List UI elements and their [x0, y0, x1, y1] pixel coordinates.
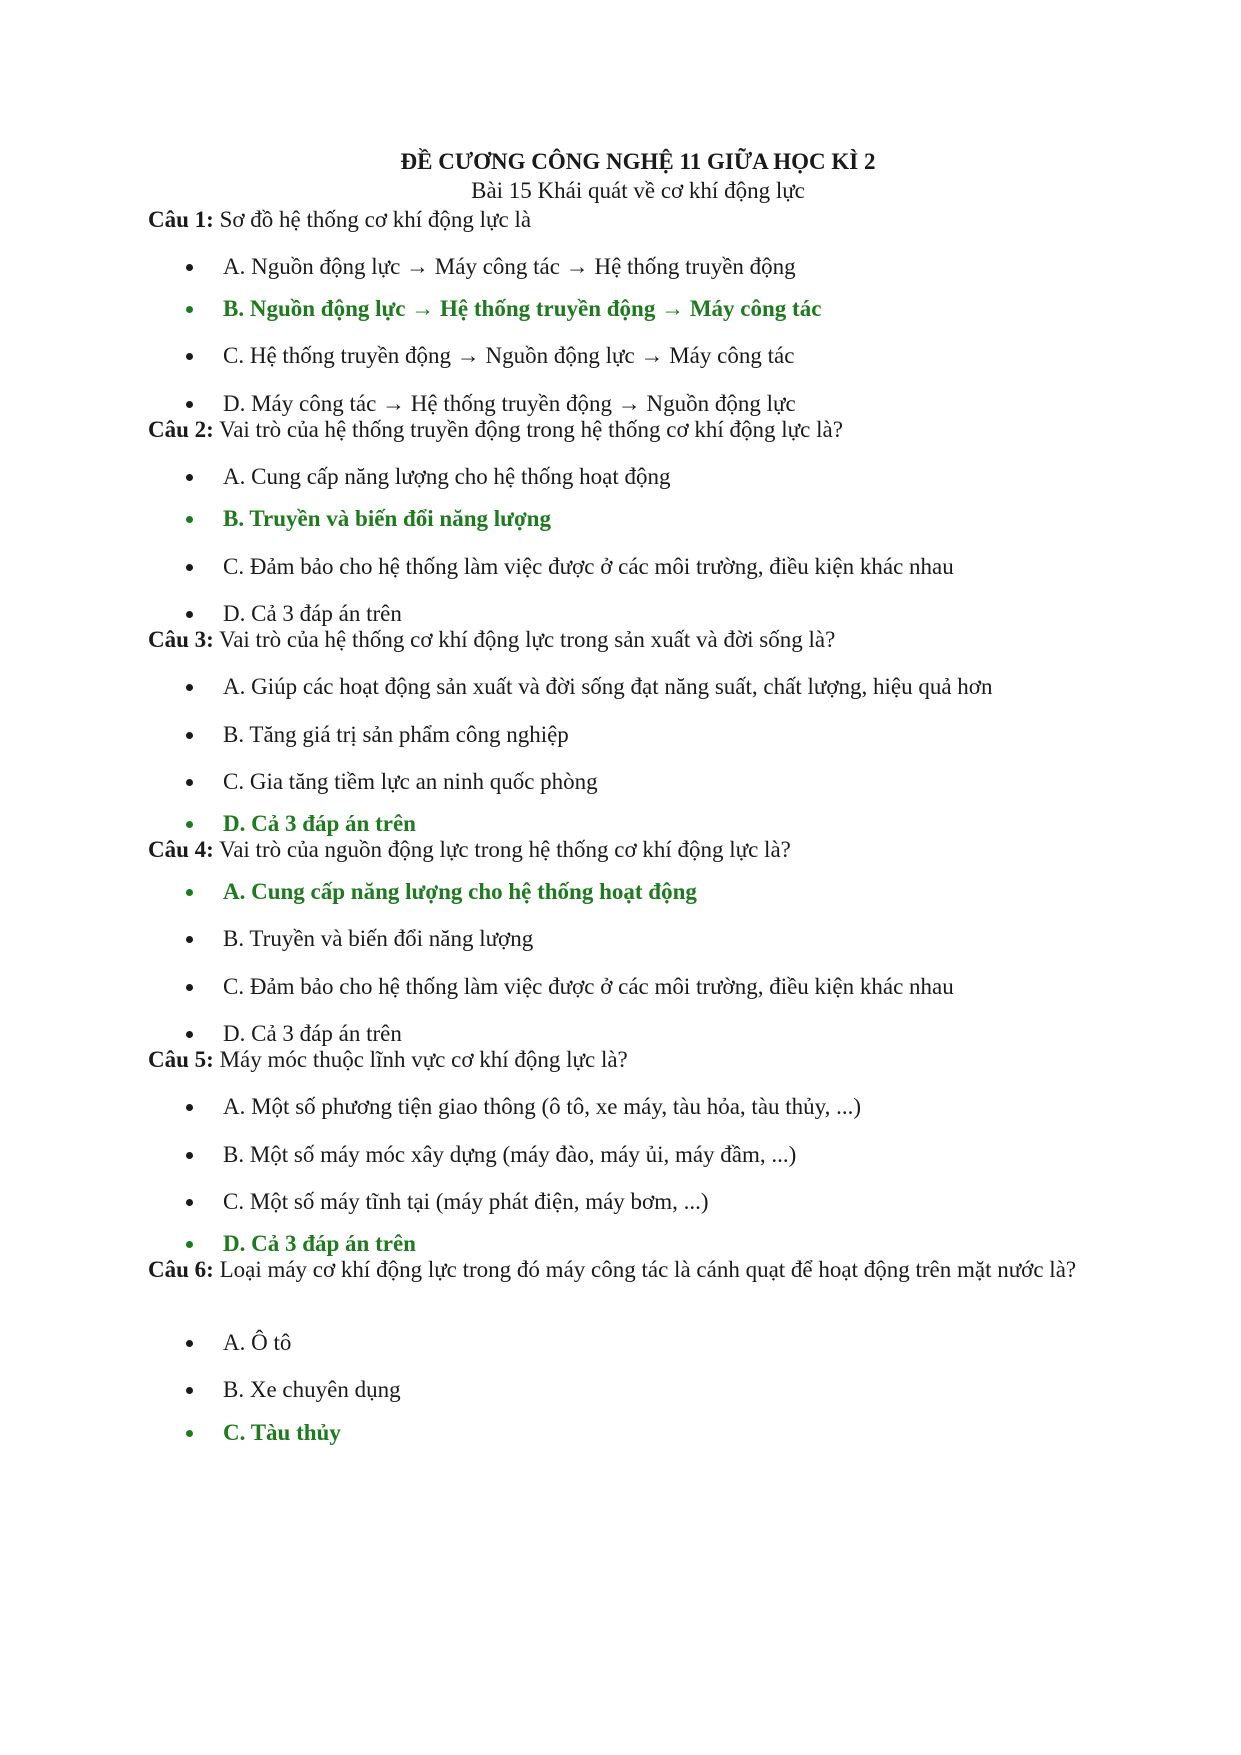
option-3c: C. Gia tăng tiềm lực an ninh quốc phòng [223, 768, 1128, 796]
question-text: Loại máy cơ khí động lực trong đó máy công tác là cánh quạt để hoạt động trên mặt nước là? [213, 1257, 1077, 1282]
question-number: Câu 2: [148, 417, 214, 442]
option-3d-correct: D. Cả 3 đáp án trên [223, 810, 1128, 838]
question-5 [148, 1046, 1128, 1074]
question-2 [148, 416, 1128, 444]
option-5c: C. Một số máy tĩnh tại (máy phát điện, máy bơm, ...) [223, 1188, 1128, 1216]
option-1d: D. Máy công tác → Hệ thống truyền động → Nguồn động lực [223, 390, 1128, 418]
question-number: Câu 1: [148, 207, 214, 232]
option-2b-correct: B. Truyền và biến đổi năng lượng [223, 505, 1128, 533]
option-4a-correct: A. Cung cấp năng lượng cho hệ thống hoạt động [223, 878, 1128, 906]
option-6b: B. Xe chuyên dụng [223, 1376, 1128, 1404]
option-3a: A. Giúp các hoạt động sản xuất và đời sống đạt năng suất, chất lượng, hiệu quả hơn [223, 673, 1128, 701]
option-5b: B. Một số máy móc xây dựng (máy đào, máy ủi, máy đầm, ...) [223, 1141, 1128, 1169]
option-4b: B. Truyền và biến đổi năng lượng [223, 925, 1128, 953]
question-1 [148, 206, 1128, 234]
question-number: Câu 6: [148, 1257, 214, 1282]
question-6 [148, 1256, 1128, 1284]
option-4c: C. Đảm bảo cho hệ thống làm việc được ở các môi trường, điều kiện khác nhau [223, 973, 1128, 1001]
question-text: Sơ đồ hệ thống cơ khí động lực là [213, 207, 532, 232]
question-number: Câu 4: [148, 837, 214, 862]
document-title: ĐỀ CƯƠNG CÔNG NGHỆ 11 GIỮA HỌC KÌ 2 [400, 149, 876, 174]
option-2c: C. Đảm bảo cho hệ thống làm việc được ở các môi trường, điều kiện khác nhau [223, 553, 1128, 581]
option-6c-correct: C. Tàu thủy [223, 1419, 1128, 1447]
question-text: Vai trò của hệ thống cơ khí động lực trong sản xuất và đời sống là? [213, 627, 836, 652]
question-text: Vai trò của hệ thống truyền động trong hệ thống cơ khí động lực là? [213, 417, 843, 442]
option-1b-correct: B. Nguồn động lực → Hệ thống truyền động → Máy công tác [223, 295, 1128, 323]
option-4d: D. Cả 3 đáp án trên [223, 1020, 1128, 1048]
option-6a: A. Ô tô [223, 1329, 1128, 1357]
question-text: Máy móc thuộc lĩnh vực cơ khí động lực là? [213, 1047, 628, 1072]
question-text: Vai trò của nguồn động lực trong hệ thống cơ khí động lực là? [213, 837, 791, 862]
option-1c: C. Hệ thống truyền động → Nguồn động lực → Máy công tác [223, 342, 1128, 370]
option-2d: D. Cả 3 đáp án trên [223, 600, 1128, 628]
question-3 [148, 626, 1128, 654]
option-5d-correct: D. Cả 3 đáp án trên [223, 1230, 1128, 1258]
option-5a: A. Một số phương tiện giao thông (ô tô, xe máy, tàu hỏa, tàu thủy, ...) [223, 1093, 1128, 1121]
option-1a: A. Nguồn động lực → Máy công tác → Hệ thống truyền động [223, 253, 1128, 281]
option-3b: B. Tăng giá trị sản phẩm công nghiệp [223, 721, 1128, 749]
question-number: Câu 3: [148, 627, 214, 652]
document-subtitle: Bài 15 Khái quát về cơ khí động lực [471, 178, 805, 203]
option-2a: A. Cung cấp năng lượng cho hệ thống hoạt động [223, 463, 1128, 491]
question-4 [148, 836, 1128, 864]
question-number: Câu 5: [148, 1047, 214, 1072]
